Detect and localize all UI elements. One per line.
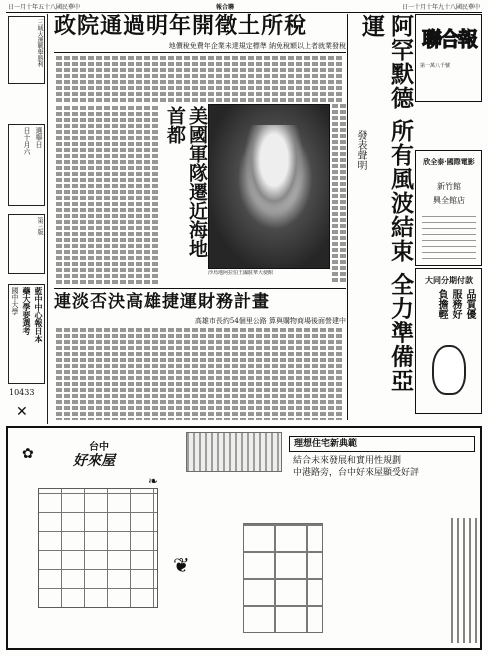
left-box-2 xyxy=(8,124,45,206)
story1-body xyxy=(54,56,346,102)
masthead-title: 聯合報 xyxy=(422,27,476,51)
story3-subhead: 高雄市長約54個里公路 算與購物商場後面營建中 xyxy=(194,317,346,325)
divider xyxy=(54,288,346,289)
floor-plan-illustration xyxy=(38,488,158,608)
ad-title: 理想住宅新典範 xyxy=(294,439,358,449)
left-item-3: 日十月六 xyxy=(23,127,31,155)
story1-headline: 政院通過明年開徵土所稅 xyxy=(54,14,308,39)
photo-caption: 沙烏地阿拉伯王國駐華大使館 xyxy=(208,270,274,276)
left-number: 10433 xyxy=(9,388,35,397)
ad-right-2 xyxy=(415,268,482,414)
left-box-1 xyxy=(8,16,45,84)
ad2-slogan-3: 負擔輕 xyxy=(436,289,447,319)
story2-body xyxy=(54,106,158,286)
location-map xyxy=(243,523,323,633)
ad1-text-block xyxy=(422,213,476,259)
divider xyxy=(54,52,346,53)
left-item-7: 國中大學 xyxy=(11,287,19,315)
ad-line-2: 中港路旁，台中好來屋顯受好評 xyxy=(293,468,420,478)
masthead xyxy=(415,14,482,102)
cross-icon: ✕ xyxy=(16,404,28,420)
ad-logo: 好來屋 xyxy=(73,453,115,469)
story2-headline: 美國軍隊遷近海地首都 xyxy=(164,106,208,258)
lead-subhead: 發表聲明 xyxy=(355,130,366,170)
masthead-info: 第一萬八千號 xyxy=(420,63,451,69)
lead-headline: 阿罕默德 所有風波結束 全力準備亞運 xyxy=(358,14,413,393)
ad1-name: 欣全泰·國際電影 xyxy=(423,157,475,166)
left-margin-column xyxy=(6,14,48,424)
mascot-icon xyxy=(432,345,466,395)
bottom-advertisement xyxy=(6,426,482,650)
ad1-line-1: 新竹館 xyxy=(437,182,461,191)
left-item-6: 藥大學要選考 xyxy=(22,287,32,335)
paper-name-strip: 報合聯 xyxy=(216,4,235,11)
date-left: 日一月十年五十八國民華中 xyxy=(8,4,81,11)
story-side-body xyxy=(332,104,346,284)
left-item-1: 三城大選戰舉勝利 xyxy=(36,19,43,67)
ad-line-1: 結合未來發展和實用性規劃 xyxy=(293,456,402,466)
ad-title-box xyxy=(289,436,475,452)
left-item-2: 選舉日 xyxy=(35,127,43,148)
news-photo xyxy=(208,104,330,269)
date-right: 日一十月十年九十八國民華中 xyxy=(401,4,480,11)
bird-icon: ❧ xyxy=(148,474,159,488)
ad-right-1 xyxy=(415,150,482,266)
story3-body xyxy=(54,328,346,420)
ad2-slogan-1: 品質優 xyxy=(464,289,475,319)
ad-brand: 台中 xyxy=(89,442,109,453)
left-item-4: 第三版 xyxy=(36,217,43,235)
ad1-line-2: 興全館店 xyxy=(433,196,465,205)
story3-headline: 連淡否決高雄捷運財務計畫 xyxy=(54,292,270,312)
building-illustration xyxy=(186,432,282,472)
left-box-3 xyxy=(8,214,45,274)
ad2-slogan xyxy=(424,289,476,339)
ad2-slogan-2: 服務好 xyxy=(450,289,461,319)
top-date-strip xyxy=(6,3,482,13)
tree-icon: ❦ xyxy=(173,553,190,577)
story1-subhead: 地價稅免費年企業未達規定標準 納免稅額以上者就業發稅 xyxy=(168,42,346,50)
ad2-head: 大同分期付款 xyxy=(425,275,473,285)
left-item-5: 藍中中心報日本 xyxy=(34,287,44,343)
left-box-4 xyxy=(8,284,45,384)
ad-text-panel xyxy=(451,518,479,643)
flower-icon: ✿ xyxy=(22,446,34,462)
